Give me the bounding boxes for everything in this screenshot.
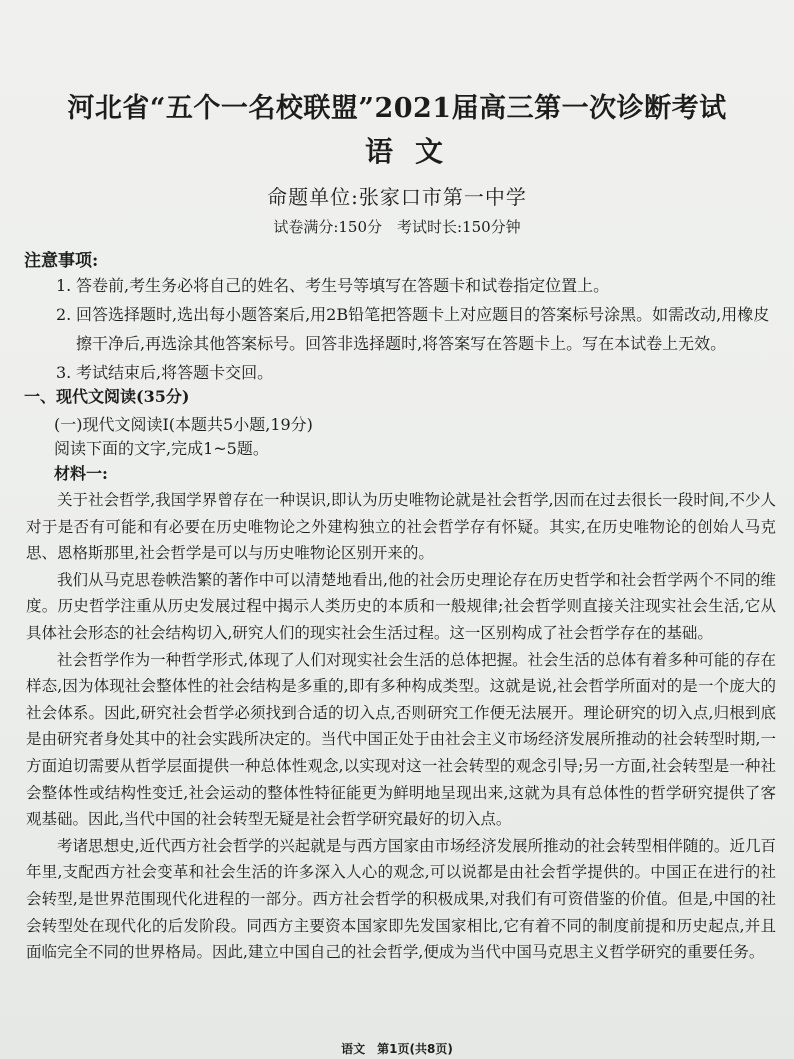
notice-heading: 注意事项: xyxy=(24,251,99,271)
paragraph: 社会哲学作为一种哲学形式,体现了人们对现实社会生活的总体把握。社会生活的总体有着多种可能的存在样态,因为体现社会整体性的社会结构是多重的,即有多种构成类型。这就是说,社会哲学所面对的是一个庞大的社会体系。因此,研究社会哲学必须找到合适的切入点,否则研究工作便无法展开。理论研究的切入点,归根到底是由研究者身处其中的社会实践所决定的。当代中国正处于由社会主义市场经济发展所推动的社会转型时期,一方面迫切需要从哲学层面提供一种总体性观念,以实现对这一社会转型的观念引导;另一方面,社会转型是一种社会整体性或结构性变迁,社会运动的整体性特征能更为鲜明地呈现出来,这就为具有总体性的哲学研究提供了客观基础。因此,当代中国的社会转型无疑是社会哲学研究最好的切入点。 xyxy=(26,650,776,829)
paragraph: 关于社会哲学,我国学界曾存在一种误识,即认为历史唯物论就是社会哲学,因而在过去很长一段时间,不少人对于是否有可能和有必要在历史唯物论之外建构独立的社会哲学存有怀疑。其实,在历史唯物论的创始人马克思、恩格斯那里,社会哲学是可以与历史唯物论区别开来的。 xyxy=(26,491,776,563)
exam-title: 河北省“五个一名校联盟”2021届高三第一次诊断考试 xyxy=(67,93,727,124)
notice-item-text: 考试结束后,将答题卡交回。 xyxy=(76,363,274,382)
paragraph: 考诸思想史,近代西方社会哲学的兴起就是与西方国家由市场经济发展所推动的社会转型相伴随的。近几百年里,支配西方社会变革和社会生活的许多深入人心的观念,可以说都是由社会哲学提供的。中国正在进行的社会转型,是世界范围现代化进程的一部分。西方社会哲学的积极成果,对我们有可资借鉴的价值。但是,中国的社会转型处在现代化的后发阶段。同西方主要资本国家即先发国家相比,它有着不同的制度前提和历史起点,并且面临完全不同的世界格局。因此,建立中国自己的社会哲学,便成为当代中国马克思主义哲学研究的重要任务。 xyxy=(26,836,776,962)
notice-item-number: 1. xyxy=(56,276,72,295)
subject-title: 语文 xyxy=(364,135,465,168)
setting-unit: 命题单位:张家口市第一中学 xyxy=(267,185,527,209)
reading-instruction: 阅读下面的文字,完成1~5题。 xyxy=(54,439,269,458)
notice-item xyxy=(56,358,776,387)
notice-item-text: 回答选择题时,选出每小题答案后,用2B铅笔把答题卡上对应题目的答案标号涂黑。如需改动,用橡皮擦干净后,再选涂其他答案标号。回答非选择题时,将答案写在答题卡上。写在本试卷上无效。 xyxy=(76,305,770,353)
paragraph: 我们从马克思卷帙浩繁的著作中可以清楚地看出,他的社会历史理论存在历史哲学和社会哲学两个不同的维度。历史哲学注重从历史发展过程中揭示人类历史的本质和一般规律;社会哲学则直接关注现实社会生活,它从具体社会形态的社会结构切入,研究人们的现实社会生活过程。这一区别构成了社会哲学存在的基础。 xyxy=(26,570,776,642)
exam-meta: 试卷满分:150分 考试时长:150分钟 xyxy=(273,218,521,236)
material-body xyxy=(26,487,776,966)
material-label: 材料一: xyxy=(54,464,108,483)
notice-list xyxy=(56,271,776,387)
notice-item-number: 3. xyxy=(56,363,72,382)
page-footer: 语文 第1页(共8页) xyxy=(341,1042,453,1056)
notice-item-text: 答卷前,考生务必将自己的姓名、考生号等填写在答题卡和试卷指定位置上。 xyxy=(76,276,610,295)
section-heading: 一、现代文阅读(35分) xyxy=(24,387,190,406)
subsection-heading: (一)现代文阅读Ⅰ(本题共5小题,19分) xyxy=(54,415,313,434)
notice-item xyxy=(56,271,776,300)
notice-item xyxy=(56,300,776,358)
notice-item-number: 2. xyxy=(56,305,72,324)
